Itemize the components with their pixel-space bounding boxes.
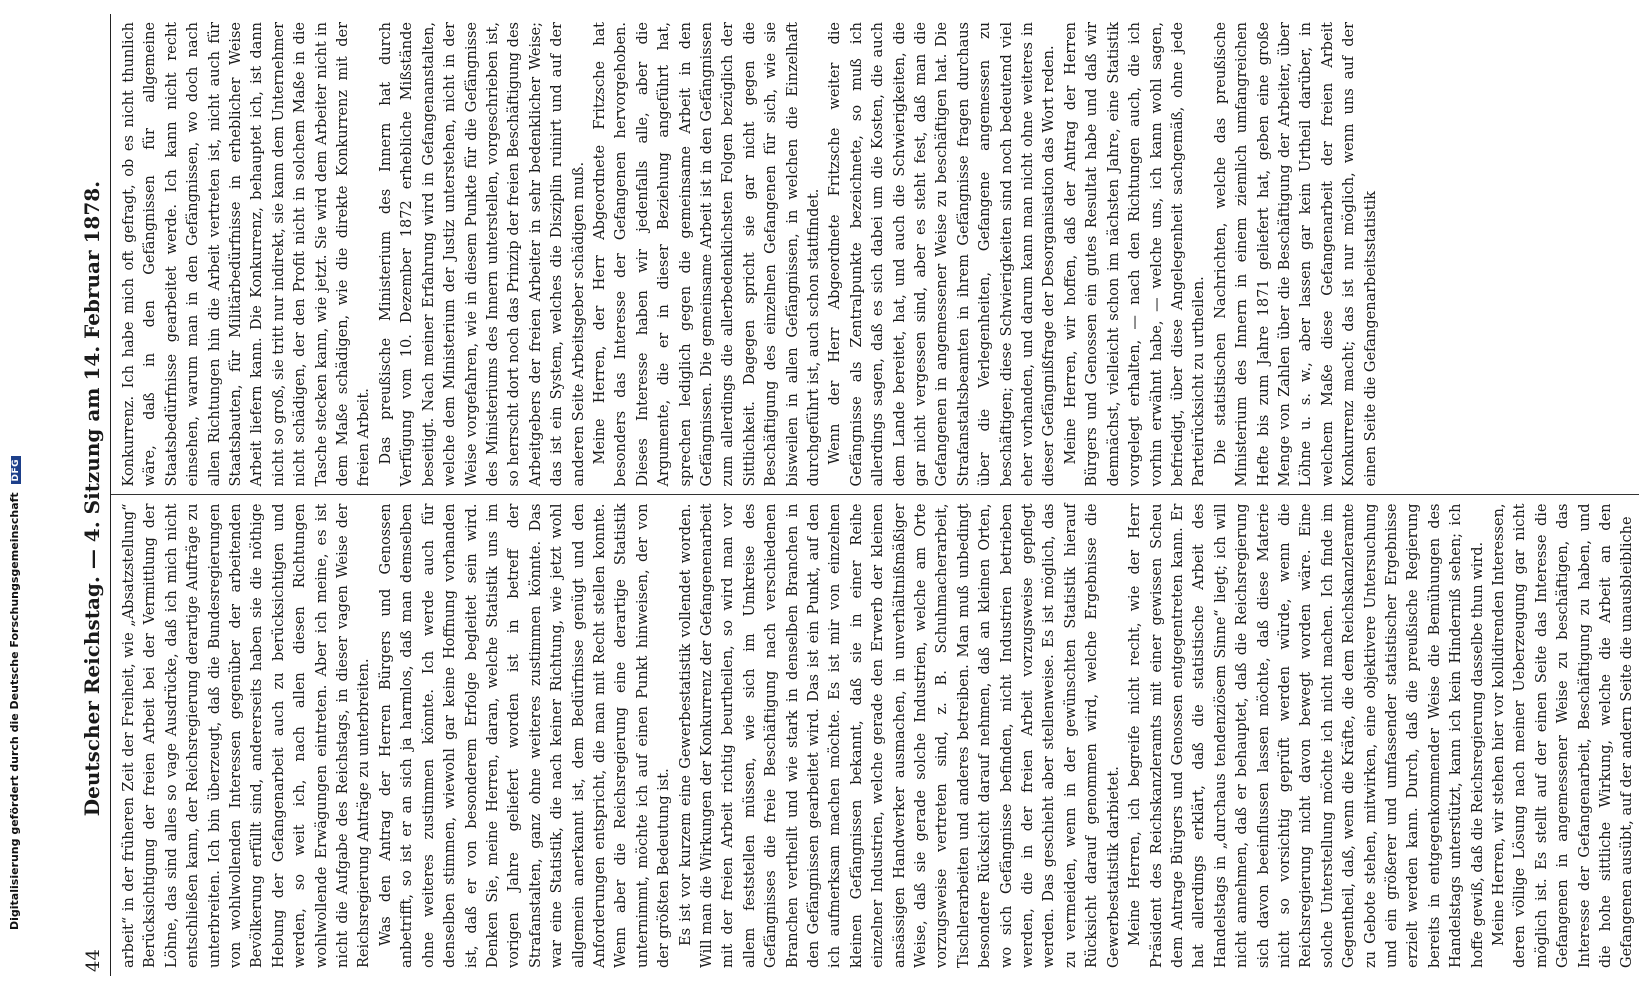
paragraph: Meine Herren, ich begreife nicht recht, wie der Herr Präsident des Reichskanzleramts mit einer gewissen Scheu dem Antrage Bürgers und Genossen entgegentreten kann. Er hat allerdings erklärt, daß die statistische Arbeit des Handelstags in „durchaus tendenziösem Sinne“ liegt; ich will nicht annehmen, daß er behauptet, daß die Reichsregierung sich davon beeinflussen lassen möchte, daß diese Materie nicht so vorsichtig geprüft werden würde, wenn die Reichsregierung nicht davon bewegt worden wäre. Eine solche Unterstellung möchte ich nicht machen. Ich finde im Gegentheil, daß, wenn die Kräfte, die dem Reichskanzleramte zu Gebote stehen, mitwirken, eine objektivere Untersuchung und ein größerer und umfassender statistischer Ergebnisse erzielt werden kann. Durch, daß die preußische Regierung bereits in entgegenkommender Weise die Bemühungen des Handelstags unterstützt, kann ich kein Hinderniß sehen; ich hoffe gewiß, daß die Reichsregierung dasselbe thun wird. bbox=[1127, 503, 1486, 968]
digitization-credit bbox=[8, 456, 21, 930]
paragraph: Meine Herren, wir hoffen, daß der Antrag der Herren Bürgers und Genossen ein gutes Resultat habe und daß wir demnächst, vielleicht schon im nächsten Jahre, eine Statistik vorgelegt erhalten, — nach den Richtungen auch, die ich vorhin erwähnt habe, — welche uns, ich kann wohl sagen, befriedigt, über diese Angelegenheit sachgemäß, ohne jede Parteirücksicht zu urtheilen. bbox=[1062, 22, 1208, 487]
paragraph: arbeit“ in der früheren Zeit der Freiheit, wie „Absatzstellung“ Berücksichtigung der freien Arbeit bei der Vermittlung der Löhne, das sind alles so vage Ausdrücke, daß ich mich nicht entschließen kann, der Reichsregierung derartige Aufträge zu unterbreiten. Ich bin überzeugt, daß die Bundesregierungen von wohlwollenden Interessen gegenüber der arbeitenden Bevölkerung erfüllt sind, andererseits haben sie die nöthige Hebung der Gefangenarbeit auch zu berücksichtigen und werden, so weit ich, nach allen diesen Richtungen wohlwollende Erwägungen eintreten. Aber ich meine, es ist nicht die Aufgabe des Reichstags, in dieser vagen Weise der Reichsregierung Anträge zu unterbreiten. bbox=[121, 503, 373, 968]
paragraph: Die statistischen Nachrichten, welche das preußische Ministerium des Innern in einem ziemlich umfangreichen Hefte bis zum Jahre 1871 geliefert hat, geben eine große Menge von Zahlen über die Beschäftigung der Arbeiter, über Löhne u. s. w., aber lassen gar kein Urtheil darüber, in welchem Maße diese Gefangenarbeit der freien Arbeit Konkurrenz macht; das ist nur möglich, wenn uns auf der einen Seite die Gefangenarbeitsstatistik bbox=[1212, 22, 1379, 487]
paragraph: Wenn der Herr Abgeordnete Fritzsche weiter die Gefängnisse als Zentralpunkte bezeichnete, so muß ich allerdings sagen, daß es sich dabei um die Kosten, die auch dem Lande bereitet, hat, und auch die Schwierigkeiten, die gar nicht vergessen sind, aber es steht fest, daß man die Gefangenen in angemessener Weise zu beschäftigen hat. Die Strafanstaltsbeamten in ihrem Gefängnisse fragen durchaus über die Verlegenheiten, Gefangene angemessen zu beschäftigen; diese Schwierigkeiten sind noch bedeutend viel eher vorhanden, und darum kann man nicht ohne weiteres in dieser Gefängnißfrage der Desorganisation das Wort reden. bbox=[827, 22, 1058, 487]
right-column bbox=[111, 14, 1639, 496]
credit-text: Digitalisierung gefördert durch die Deutsche Forschungsgemeinschaft bbox=[8, 492, 21, 930]
text-columns bbox=[111, 14, 1639, 976]
paragraph: Konkurrenz. Ich habe mich oft gefragt, ob es nicht thunlich wäre, daß in den Gefängnissen für allgemeine Staatsbedürfnisse gearbeitet werde. Ich kann nicht recht einsehen, warum man in den Gefängnissen, wo doch nach allen Richtungen hin die Arbeit vertreten ist, nicht auch für Staatsbauten, für Militärbedürfnisse in erheblicher Weise Arbeit liefern kann. Die Konkurrenz, behauptet ich, ist dann nicht so groß, sie tritt nur indirekt, sie kann dem Unternehmer nicht schädigen, der den Profit nicht in solchem Maße in die Tasche stecken kann, wie jetzt. Sie wird dem Arbeiter nicht in dem Maße schädigen, wie die direkte Konkurrenz mit der freien Arbeit. bbox=[121, 21, 373, 487]
paragraph: Was den Antrag der Herren Bürgers und Genossen anbetrifft, so ist er an sich ja harmlos, daß man demselben ohne weiteres zustimmen könnte. Ich werde auch für denselben stimmen, wiewohl gar keine Hoffnung vorhanden ist, daß er von besonderem Erfolge begleitet sein wird. Denken Sie, meine Herren, daran, welche Statistik uns im vorigen Jahre geliefert worden ist in betreff der Strafanstalten, ganz ohne weiteres zustimmen könnte. Das war eine Statistik, die nach keiner Richtung, wie jetzt wohl allgemein anerkannt ist, dem Bedürfnisse genügt und den Anforderungen entspricht, die man mit Recht stellen konnte. Wenn aber die Reichsregierung eine derartige Statistik unternimmt, möchte ich auf einen Punkt hinweisen, der von der größten Bedeutung ist. bbox=[377, 503, 673, 968]
paragraph: Das preußische Ministerium des Innern hat durch Verfügung vom 10. Dezember 1872 erhebliche Mißstände beseitigt. Nach meiner Erfahrung wird in Gefangenanstalten, welche dem Ministerium der Justiz unterstehen, nicht in der Weise vorgefahren, wie in diesem Punkte für die Gefängnisse des Ministeriums des Innern unterstellen, vorgeschrieben ist, so herrscht dort noch das Prinzip der freien Beschäftigung des Arbeitgebers der freien Arbeiter in sehr bedenklicher Weise; das ist ein System, welches die Disziplin ruinirt und auf der anderen Seite Arbeitsgeber schädigen muß. bbox=[377, 22, 587, 487]
page-number: 44 bbox=[83, 949, 104, 972]
rotated-page-content bbox=[70, 0, 1636, 990]
paragraph: Es ist vor kurzem eine Gewerbestatistik vollendet worden. Will man die Wirkungen der Konkurrenz der Gefangenenarbeit mit der freien Arbeit richtig beurtheilen, so wird man vor allem feststellen müssen, wie sich im Umkreise des Gefängnisses die freie Beschäftigung nach verschiedenen Branchen vertheilt und wie stark in denselben Branchen in den Gefängnissen gearbeitet wird. Das ist ein Punkt, auf den ich aufmerksam machen möchte. Es ist mir von einzelnen kleinen Gefängnissen bekannt, daß sie in einer Reihe einzelner Industrien, welche gerade den Erwerb der kleinen ansässigen Handwerker ausmachen, in unverhältnißmäßiger Weise, daß sie gerade solche Industrien, welche am Orte vorzugsweise vertreten sind, z. B. Schuhmacherarbeit, Tischlerarbeiten und anderes betreiben. Man muß unbedingt besondere Rücksicht darauf nehmen, daß an kleinen Orten, wo sich Gefängnisse befinden, nicht Industrien betrieben werden, die in der freien Arbeit vorzugsweise gepflegt werden. Das geschieht aber stellenweise. Es ist möglich, das zu vermeiden, wenn in der gewünschten Statistik hierauf Rücksicht darauf genommen wird, welche Ergebnisse die Gewerbestatistik darbietet. bbox=[677, 503, 1122, 968]
paragraph: Meine Herren, der Herr Abgeordnete Fritzsche hat besonders das Interesse der Gefangenen hervorgehoben. Dieses Interesse haben wir jedenfalls alle, aber die Argumente, die er in dieser Beziehung angeführt hat, sprechen lediglich gegen die gemeinsame Arbeit in den Gefängnissen. Die gemeinsame Arbeit ist in den Gefängnissen zum allerdings die allerbedenklichsten Folgen bezüglich der Sittlichkeit. Dagegen spricht sie gar nicht gegen die Beschäftigung des einzelnen Gefangenen für sich, wie sie bisweilen in allen Gefängnissen, in welchen die Einzelhaft durchgeführt ist, auch schon stattfindet. bbox=[591, 22, 822, 487]
paragraph: Meine Herren, wir stehen hier vor kollidirenden Interessen, deren völlige Lösung nach meiner Ueberzeugung gar nicht möglich ist. Es stellt auf der einen Seite das Interesse die Gefangenen in angemessener Weise zu beschäftigen, das Interesse der Gefangenarbeit, Beschäftigung zu haben, und die hohe sittliche Wirkung, welche die Arbeit an den Gefangenen ausübt, auf der andern Seite die unausbleibliche bbox=[1491, 503, 1636, 968]
page-header bbox=[80, 14, 111, 976]
left-column bbox=[111, 496, 1639, 977]
dfg-logo: DFG bbox=[11, 456, 21, 485]
running-title: Deutscher Reichstag. — 4. Sitzung am 14. Februar 1878. bbox=[80, 180, 104, 817]
